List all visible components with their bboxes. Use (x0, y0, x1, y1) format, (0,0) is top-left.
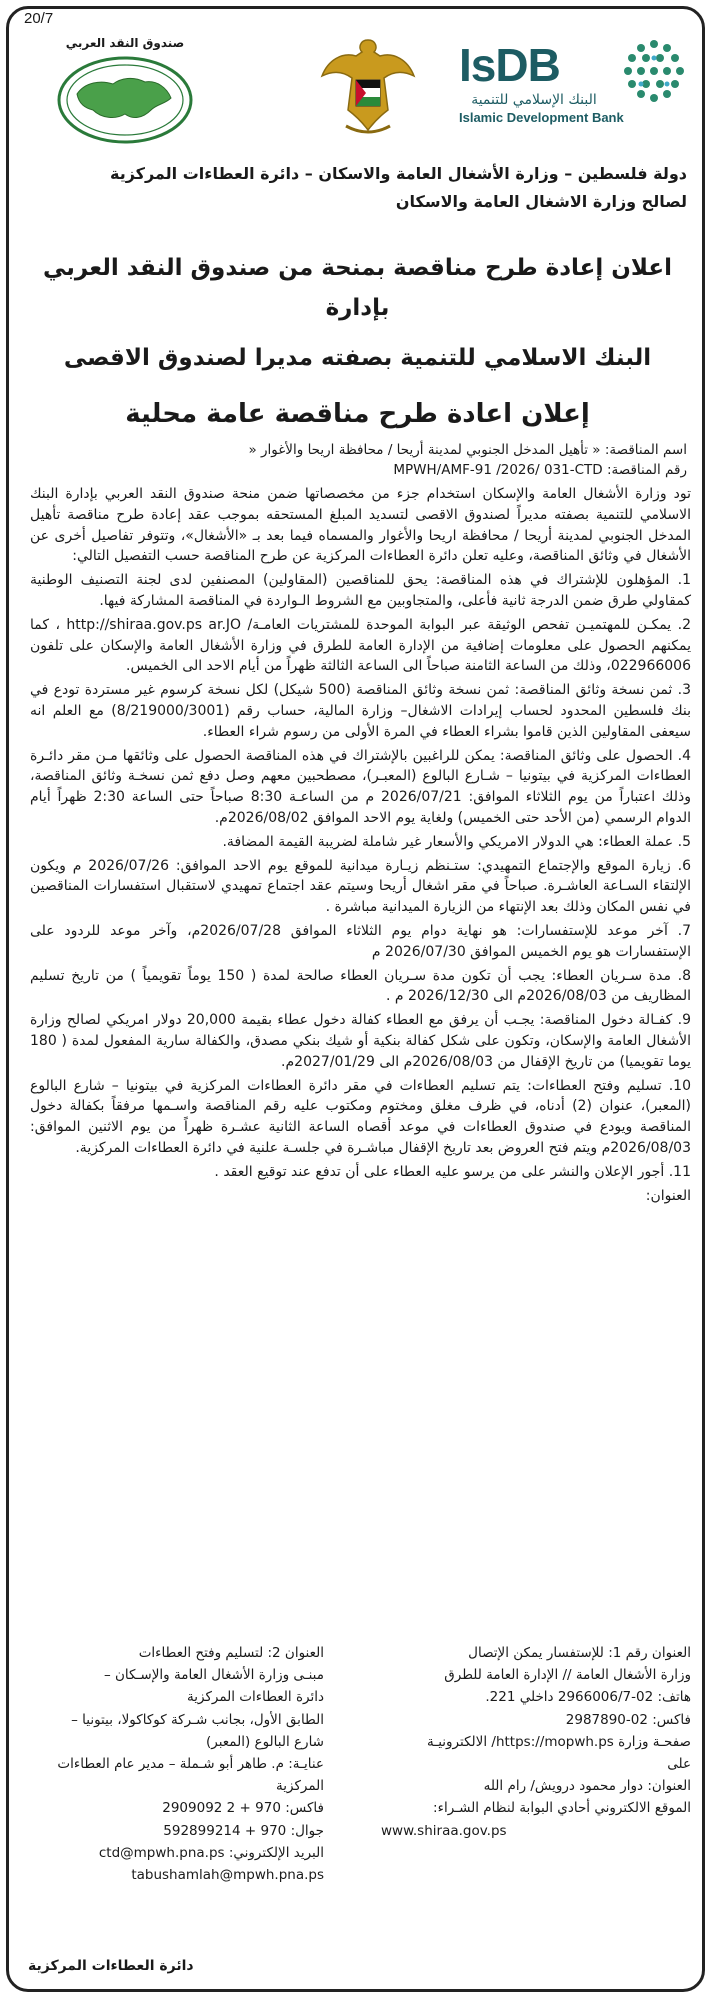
isdb-logo-arabic: البنك الإسلامي للتنمية (471, 92, 597, 108)
arab-map-icon (55, 54, 195, 146)
ministry-header (24, 160, 687, 216)
header-logos (20, 20, 695, 140)
title-main: إعلان اعادة طرح مناقصة عامة محلية (125, 399, 590, 429)
contact1-portal-label: الموقع الالكتروني أحادي البوابة لنظام الشـراء: (433, 1800, 691, 1817)
footer-signature: دائرة العطاءات المركزية (28, 1958, 194, 1974)
paragraph-intro: تود وزارة الأشغال العامة والإسكان استخدام جزء من مخصصاتها ضمن منحة صندوق النقد العربي بإدارة البنك الاسلامي للتنمية بصفته مديراً لصندوق الاقصى لتسديد المبلغ المستحقه بموجب عقد إعادة طرح مناقصة تأهيل المدخل الجنوبي لمدينة أريحا / محافظة اريحا والأغوار والمسماه فيما بعد بـ «الأشغال»، وتتوفر تفاصيل أخرى عن الأشغال في وثائق المناقصة، وعليه تعلن دائرة العطاءات المركزية عن طرح المناقصة حسب التفصيل التالي: (30, 486, 691, 565)
isdb-logo-english: Islamic Development Bank (459, 110, 624, 125)
eagle-emblem-icon (312, 30, 424, 142)
contact2-line: مبنـى وزارة الأشغال العامة والإسـكان – (103, 1667, 324, 1684)
ministry-line-2: لصالح وزارة الاشغال العامة والاسكان (395, 192, 687, 211)
paragraph-4: 4. الحصول على وثائق المناقصة: يمكن للراغبين بالإشتراك في هذه المناقصة الحصول على وثائقها مـن مقر دائـرة العطاءات المركزية في بيتونيا – شـارع البالوع (المعبـر)، مصطحبين معهم وصل دفع ثمن نسخـة وثائق المناقصة، وذلك اعتباراً من يوم الثلاثاء الموافق: 2026/07/21 م من الساعـة 8:30 صباحاً حتى الساعة 2:30 ظهراً أيام الدوام الرسمي (من الأحد حتى الخميس) ولغاية يوم الاحد الموافق 2026/08/02م. (30, 747, 691, 826)
title-line-2: البنك الاسلامي للتنمية بصفته مديرا لصندوق الاقصى (63, 345, 652, 371)
paragraph-7: 7. آخر موعد للإستفسارات: هو نهاية دوام يوم الثلاثاء الموافق 2026/07/28م، وآخر موعد للردود على الإستفسارات هو يوم الخميس الموافق 2026/07/30 م (30, 922, 691, 960)
contact-address-1 (381, 1642, 691, 1842)
contact2-fax: فاكس: 970 + 2 2909092 (162, 1800, 324, 1817)
address-label: العنوان: (645, 1187, 691, 1204)
paragraph-8: 8. مدة سـريان العطاء: يجب أن تكون مدة سـريان العطاء صالحة لمدة ( 150 يوماً تقويمياً ) من تاريخ تسليم المظاريف من 2026/08/03م الى 2026/12/30 م . (30, 967, 691, 1005)
contact2-email[interactable]: البريد الإلكتروني: ctd@mpwh.pna.ps (98, 1844, 324, 1861)
contact-address-2 (24, 1642, 324, 1886)
title-line-1: اعلان إعادة طرح مناقصة بمنحة من صندوق النقد العربي بإدارة (43, 255, 672, 321)
contact1-line: على (667, 1756, 691, 1773)
contact2-email-2[interactable]: tabushamlah@mpwh.pna.ps (131, 1867, 324, 1884)
tender-number: رقم المناقصة: MPWH/AMF-91 /2026/ 031-CTD (393, 462, 687, 478)
contact2-line: الطابق الأول، بجانب شـركة كوكاكولا، بيتونيا – (71, 1711, 324, 1728)
contact1-heading: العنوان رقم 1: للإستفسار يمكن الإتصال (468, 1645, 691, 1661)
isdb-logo-letters: IsDB (459, 39, 560, 91)
page-number: 20/7 (24, 10, 54, 27)
ministry-line-1: دولة فلسطين – وزارة الأشغال العامة والاسكان – دائرة العطاءات المركزية (109, 164, 687, 183)
contact2-attention: عنايـة: م. طاهر أبو شـملة – مدير عام العطاءات (57, 1756, 324, 1773)
contact1-website: صفحـة وزارة https://mopwh.ps/ الالكترونيـة (427, 1733, 691, 1750)
titles-block (20, 240, 695, 436)
tender-body (30, 484, 691, 1209)
tender-meta (28, 440, 687, 480)
paragraph-11: 11. أجور الإعلان والنشر على من يرسو عليه العطاء على أن تدفع عند توقيع العقد . (214, 1163, 691, 1180)
contact2-heading: العنوان 2: لتسليم وفتح العطاءات (138, 1645, 324, 1661)
contacts-section (24, 1642, 691, 1942)
amf-logo-text: صندوق النقد العربي (65, 36, 185, 50)
contact2-mobile: جوال: 970 + 592899214 (163, 1822, 324, 1839)
paragraph-5: 5. عملة العطاء: هي الدولار الامريكي والأسعار غير شاملة لضريبة القيمة المضافة. (222, 833, 691, 850)
paragraph-9: 9. كفـالة دخول المناقصة: يجـب أن يرفق مع العطاء كفالة دخول عطاء بقيمة 20,000 دولار امريكي لصالح وزارة الأشغال العامة والإسكان، وتكون على شكل كفالة بنكية أو شيك بنكي مصدق، والكفالة سارية المفعول لمدة ( 180 يوما تقويميا) من تاريخ الإقفال من 2026/08/03م الى 2027/01/29م. (30, 1012, 691, 1070)
tender-name: اسم المناقصة: « تأهيل المدخل الجنوبي لمدينة أريحا / محافظة اريحا والأغوار « (248, 442, 687, 458)
isdb-logo (459, 30, 689, 130)
contact1-phone: هاتف: 02-2966006/7 داخلي 221. (485, 1689, 691, 1706)
contact1-fax: فاكس: 02-2987890 (565, 1711, 691, 1728)
contact1-address: العنوان: دوار محمود درويش/ رام الله (483, 1778, 691, 1795)
contact2-line: المركزية (276, 1778, 324, 1795)
contact2-line: دائرة العطاءات المركزية (187, 1689, 324, 1706)
paragraph-2: 2. يمكـن للمهتميـن تفحص الوثيقة عبر البوابة الموحدة للمشتريات العامـة/ http://shiraa.gov.ps ar.JO ، كما يمكنهم الحصول على معلومات إضافية من الإدارة العامة للطرق في وزارة الأشغال العامة والإسكان على تلفون 022966006، وذلك من الساعة الثامنة صباحاً الى الساعة الثالثة ظهراً من أيام الاحد الى الخميس. (30, 616, 691, 675)
contact2-line: شارع البالوع (المعبر) (205, 1733, 324, 1750)
paragraph-1: 1. المؤهلون للإشتراك في هذه المناقصة: يحق للمناقصين (المقاولين) المصنفين لدى لجنة التصنيف الوطنية كمقاولي طرق ضمن الدرجة ثانية فأعلى، والمتجاوبين مع الشروط الـواردة في المناقصة المشاركة فيها. (30, 572, 691, 609)
amf-logo (50, 38, 200, 148)
contact1-line: وزارة الأشغال العامة // الإدارة العامة للطرق (444, 1667, 691, 1684)
paragraph-6: 6. زيارة الموقع والإجتماع التمهيدي: ستـنظم زيـارة ميدانية للموقع يوم الاحد الموافق: 2026/07/26 م ويكون الإلتقاء السـاعة العاشـرة. صباحاً في مقر اشغال أريحا وسيتم عقد اجتماع تمهيدي لاستقبال استفسارات المناقصين في نفس المكان وذلك بعد الإنتهاء من الزيارة الميدانية مباشرة . (30, 857, 691, 916)
contact1-portal-link[interactable]: www.shiraa.gov.ps (381, 1822, 507, 1839)
palestine-emblem (312, 30, 424, 142)
paragraph-10: 10. تسليم وفتح العطاءات: يتم تسليم العطاءات في مقر دائرة العطاءات المركزية في بيتونيا – شارع البالوع (المعبر)، عنوان (2) أدناه، في ظرف مغلق ومختوم ومكتوب عليه رقم المناقصة واسـمها مرفقاً بكفالة دخول المناقصة ويودع في صندوق العطاءات في موعد أقصاه الساعة الثانية عشـرة ظهراً من يوم الاثنين الموافق: 2026/08/03م ويتم فتح العروض بعد تاريخ الإقفال مباشـرة في جلسـة علنية في دائرة العطاءات المركزية. (30, 1077, 691, 1156)
paragraph-3: 3. ثمن نسخة وثائق المناقصة: ثمن نسخة وثائق المناقصة (500 شيكل) لكل نسخة كرسوم غير مستردة تودع في بنك فلسطين المحدود لحساب إيرادات الاشغال– وزارة المالية، حساب رقم (8/219000/3001) مع العلم انه سيعفى المقاولين الذين قاموا بشراء العطاء في المرة الأولى من رسوم شراء العطاء. (30, 682, 691, 740)
isdb-globe-icon (619, 36, 689, 106)
